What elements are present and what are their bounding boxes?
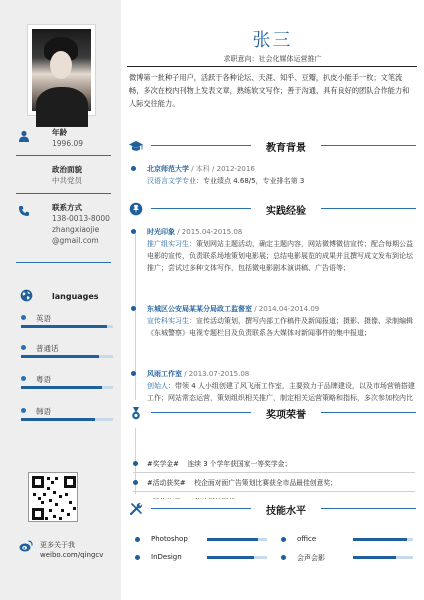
skill-item <box>135 553 275 565</box>
politics-value: 中共党员 <box>52 176 82 185</box>
experience-org: 时光印象 <box>147 228 175 236</box>
skill-level-fill <box>353 538 407 541</box>
bullet <box>21 315 26 320</box>
candidate-name: 张三 <box>252 30 293 51</box>
politics-label: 政治面貌 <box>52 165 82 174</box>
bullet <box>131 229 136 234</box>
qr-module <box>65 493 68 496</box>
divider <box>133 472 415 473</box>
divider <box>127 66 417 67</box>
experience-desc: 宣传活动策划，撰写内部工作稿件及新闻报道；摄影、摄像、录制编辑《东城警察》电视专题栏目及负责联系各大媒体对新闻事件的集中报道； <box>147 317 413 337</box>
sidebar <box>0 0 121 600</box>
profile-photo <box>32 29 91 111</box>
skill-name: Photoshop <box>151 535 188 543</box>
skill-name: office <box>297 535 317 543</box>
skill-level-bar <box>207 556 267 559</box>
bullet <box>281 555 286 560</box>
self-introduction: 微博第一批种子用户，活跃于各种论坛、天涯、知乎、豆瓣，扒皮小能手一枚；文笔流畅，多次在校内刊物上发表文章，熟练软文写作；善于沟通、具有良好的团队合作能力和人际交往能力。 <box>129 73 410 108</box>
qr-module <box>47 487 50 490</box>
politics-row <box>18 165 110 189</box>
experience-role: 宣传科实习生： <box>147 317 196 325</box>
divider <box>16 262 111 263</box>
age-value: 1996.09 <box>52 139 84 148</box>
language-level-fill <box>21 355 99 358</box>
major-label: 汉语言文学专业： <box>147 177 203 185</box>
languages-title: languages <box>52 292 99 301</box>
experience-org: 风雨工作室 <box>147 370 182 378</box>
language-item <box>21 343 113 363</box>
qr-module <box>32 508 44 520</box>
experience-period: / 2014.04-2014.09 <box>252 305 320 313</box>
section-title-awards: 奖项荣誉 <box>266 410 306 421</box>
profile-photo-frame <box>27 24 96 116</box>
experience-period: / 2013.07-2015.08 <box>182 370 250 378</box>
contact-row <box>18 203 110 255</box>
globe-icon <box>20 289 33 302</box>
qr-module <box>59 517 62 520</box>
experience-org: 东城区公安局某某分局政工监督室 <box>147 305 252 313</box>
language-name: 粤语 <box>36 375 51 384</box>
language-name: 英语 <box>36 314 51 323</box>
skill-level-fill <box>207 556 254 559</box>
experience-entry <box>131 368 416 404</box>
email-line-1: zhangxiaojie <box>52 225 100 234</box>
weibo-link[interactable]: weibo.com/qingcv <box>40 551 104 559</box>
skill-level-fill <box>353 556 396 559</box>
qr-module <box>49 499 52 502</box>
skill-name: InDesign <box>151 553 182 561</box>
language-name: 普通话 <box>36 344 59 353</box>
qr-module <box>47 477 50 480</box>
award-text: 校企面对面广告策划比赛获全市品最佳创意奖； <box>194 479 337 487</box>
bullet <box>281 537 286 542</box>
qr-module <box>53 491 56 494</box>
age-label: 年龄 <box>52 128 67 137</box>
award-tag: #活动获奖# <box>147 479 186 487</box>
skill-level-fill <box>207 538 258 541</box>
language-level-bar <box>21 386 113 389</box>
pin-icon <box>129 202 143 216</box>
qr-module <box>51 481 54 484</box>
language-level-fill <box>21 325 107 328</box>
qr-module <box>49 509 52 512</box>
qr-code <box>28 472 78 522</box>
skill-item <box>135 535 275 547</box>
qr-module <box>38 497 41 500</box>
bullet <box>131 371 136 376</box>
skill-name: 会声会影 <box>297 554 325 562</box>
bullet <box>21 345 26 350</box>
medal-icon <box>129 406 143 420</box>
language-name: 韩语 <box>36 407 51 416</box>
age-row <box>18 128 110 152</box>
skill-level-bar <box>353 538 413 541</box>
weibo-caption: 更多关于我 <box>40 541 75 549</box>
qr-module <box>43 493 46 496</box>
graduation-cap-icon <box>129 139 143 153</box>
bullet <box>135 555 140 560</box>
degree-period: / 本科 / 2012-2016 <box>189 165 255 173</box>
qr-module <box>61 509 64 512</box>
qr-module <box>33 493 36 496</box>
contact-label: 联系方式 <box>52 203 82 212</box>
bullet <box>133 461 138 466</box>
qr-module <box>64 476 76 488</box>
language-level-bar <box>21 325 113 328</box>
person-icon <box>18 130 30 142</box>
qr-module <box>55 503 58 506</box>
experience-entry <box>131 226 416 288</box>
language-level-bar <box>21 355 113 358</box>
tools-icon <box>129 502 143 516</box>
bullet <box>131 166 136 171</box>
education-header <box>121 136 424 156</box>
email-line-2: @gmail.com <box>52 236 99 245</box>
skill-item <box>281 535 421 547</box>
awards-header <box>121 403 424 423</box>
language-item <box>21 406 113 426</box>
experience-desc: 带领 4 人小组创建了风飞雨工作室，主要致力于品牌建设，以及市场营销搭建工作；网站常态运营，策划组织相关推广，制定相关运营策略和指标，多次参加校内比 <box>147 382 415 402</box>
experience-period: / 2015.04-2015.08 <box>175 228 243 236</box>
education-entry <box>131 163 416 189</box>
qr-module <box>59 495 62 498</box>
skill-item <box>281 553 421 565</box>
qr-module <box>55 477 58 480</box>
qr-module <box>41 501 44 504</box>
bullet <box>21 376 26 381</box>
experience-role: 创始人： <box>147 382 175 390</box>
bullet <box>135 537 140 542</box>
bullet <box>21 408 26 413</box>
experience-role: 推广组实习生： <box>147 240 196 248</box>
skill-level-bar <box>207 538 267 541</box>
section-title-education: 教育背景 <box>266 143 306 154</box>
language-item <box>21 313 113 333</box>
qr-module <box>67 513 70 516</box>
qr-module <box>53 515 56 518</box>
experience-header <box>121 199 424 219</box>
language-item <box>21 374 113 394</box>
weibo-icon <box>19 540 33 552</box>
major-detail: 专业绩点 4.68/5，专业排名第 3 <box>203 177 305 185</box>
phone-number: 138-0013-8000 <box>52 214 110 223</box>
bullet <box>131 306 136 311</box>
bullet <box>133 480 138 485</box>
school-name: 北京师范大学 <box>147 165 189 173</box>
skill-level-bar <box>353 556 413 559</box>
qr-module <box>69 501 72 504</box>
section-title-skills: 技能水平 <box>266 506 306 517</box>
skills-header <box>121 499 424 519</box>
section-title-experience: 实践经验 <box>266 206 306 217</box>
job-intent: 求职意向：社会化媒体运营推广 <box>223 55 322 63</box>
qr-module <box>45 517 48 520</box>
experience-entry <box>131 303 416 355</box>
language-level-fill <box>21 386 102 389</box>
qr-module <box>73 507 76 510</box>
weibo-info <box>40 540 103 560</box>
experience-desc: 策划网站主题活动，确定主题内容，网站微博微信宣传；配合每期公益电影的宣传，负责联系场地策划电影展；总结电影展览的成果并且撰写成文发布到论坛推广；尝试过多种文体写作，包括微电影剧本演讲稿、广告语等； <box>147 240 413 272</box>
qr-module <box>32 476 44 488</box>
phone-icon <box>18 205 30 217</box>
award-tag: #奖学金# <box>147 460 179 468</box>
main-content <box>121 0 424 600</box>
language-level-bar <box>21 418 113 421</box>
divider <box>133 491 415 492</box>
award-text: 连续 3 个学年获国家一等奖学金； <box>187 460 292 468</box>
divider <box>16 193 111 194</box>
language-level-fill <box>21 418 95 421</box>
divider <box>16 155 111 156</box>
